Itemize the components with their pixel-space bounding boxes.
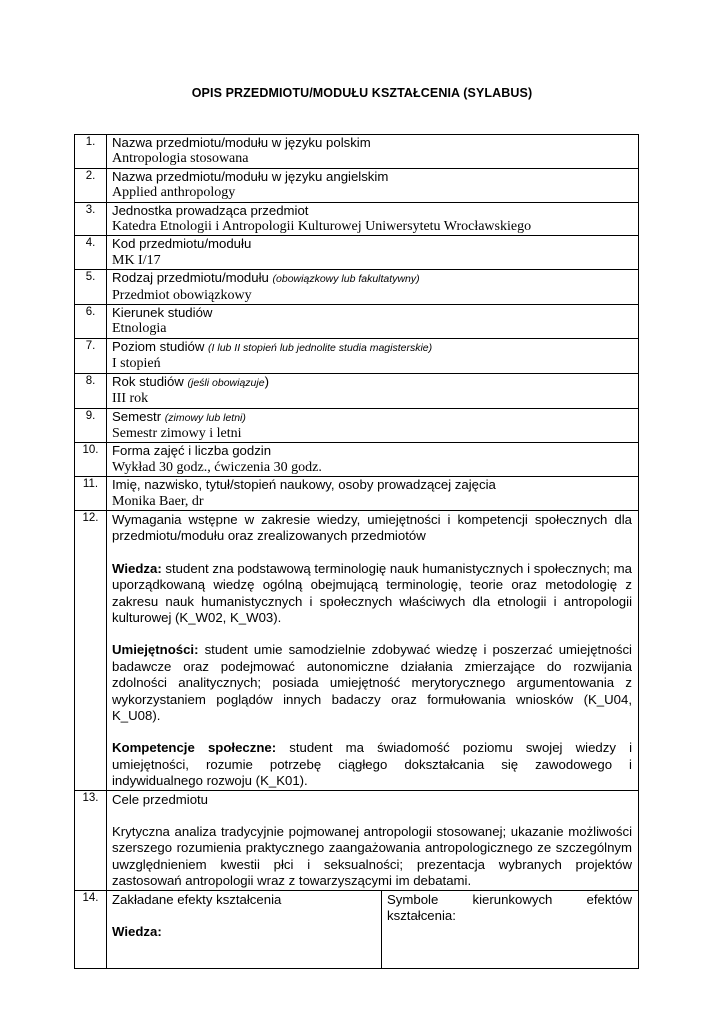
- table-row: [75, 135, 639, 169]
- row-number: 13.: [75, 790, 107, 890]
- outcomes-knowledge-label: Wiedza:: [112, 924, 162, 940]
- row-content: [107, 510, 639, 790]
- row-content: [107, 477, 639, 511]
- row-content: [107, 790, 639, 890]
- table-row: [75, 790, 639, 890]
- field-label: [112, 409, 632, 426]
- requirements-social: [112, 740, 632, 789]
- table-row: [75, 168, 639, 202]
- table-row: [75, 408, 639, 443]
- field-label-text: Rok studiów: [112, 373, 184, 389]
- outcome-symbols-label-cont: kształcenia:: [387, 908, 456, 924]
- field-label: [112, 477, 632, 493]
- row-number: 2.: [75, 168, 107, 202]
- field-value: Wykład 30 godz., ćwiczenia 30 godz.: [112, 459, 322, 475]
- field-note: (I lub II stopień lub jednolite studia magisterskie): [208, 341, 433, 354]
- row-content: [107, 338, 639, 373]
- field-note: (zimowy lub letni): [164, 411, 246, 424]
- table-row: [75, 510, 639, 790]
- field-value: Przedmiot obowiązkowy: [112, 287, 252, 303]
- social-text: student ma świadomość poziomu swojej wiedzy i umiejętności, rozumie potrzebę ciągłego dokształcania się zawodowego i indywidualnego rozwoju (K_K01).: [112, 740, 632, 789]
- knowledge-text: student zna podstawową terminologię nauk humanistycznych i społecznych; ma uporządkowaną wiedzę ogólną obejmującą terminologię, teorie oraz metodologię z zakresu nauk humanistycznych i społecznych właściwych dla etnologii i antropologii kulturowej (K_W02, K_W03).: [112, 560, 632, 625]
- field-label: [112, 374, 632, 391]
- row-content: [107, 270, 639, 305]
- row-number: 4.: [75, 236, 107, 270]
- field-label: [112, 135, 632, 151]
- row-number: 14.: [75, 890, 107, 968]
- field-label-text: Rodzaj przedmiotu/modułu: [112, 270, 269, 286]
- field-label: [112, 169, 632, 185]
- field-label: [112, 305, 632, 321]
- social-label: Kompetencje społeczne:: [112, 740, 277, 756]
- row-number: 5.: [75, 270, 107, 305]
- field-label-text: Jednostka prowadząca przedmiot: [112, 202, 309, 218]
- row-content: [107, 236, 639, 270]
- table-row: [75, 890, 639, 968]
- row-content: [107, 202, 639, 236]
- field-label: [112, 339, 632, 356]
- field-value: MK I/17: [112, 252, 161, 268]
- table-row: [75, 270, 639, 305]
- field-label: [112, 203, 632, 219]
- row-number: 11.: [75, 477, 107, 511]
- table-row: [75, 443, 639, 477]
- field-value: Katedra Etnologii i Antropologii Kulturowej Uniwersytetu Wrocławskiego: [112, 219, 532, 235]
- row-number: 6.: [75, 305, 107, 339]
- row-content: [107, 135, 639, 169]
- field-label: [112, 443, 632, 459]
- skills-text: student umie samodzielnie zdobywać wiedzę i poszerzać umiejętności badawcze oraz podejmować autonomiczne działania zmierzające do rozwijania zdolności analitycznych; posiada umiejętność merytorycznego argumentowania z wykorzystaniem poglądów innych badaczy oraz formułowania wniosków (K_U04, K_U08).: [112, 642, 632, 723]
- requirements-knowledge: [112, 561, 632, 627]
- row-number: 3.: [75, 202, 107, 236]
- row-number: 12.: [75, 510, 107, 790]
- row-content: [107, 373, 639, 408]
- field-label: [112, 236, 632, 252]
- field-label-text: Poziom studiów: [112, 338, 205, 354]
- goals-text: Krytyczna analiza tradycyjnie pojmowanej antropologii stosowanej; ukazanie możliwości szerszego rozumienia praktycznego zaangażowania antropologicznego ze szczególnym uwzględnieniem kwestii płci i seksualności; prezentacja wybranych projektów zastosowań antropologii wraz z towarzyszącymi im debatami.: [112, 824, 632, 889]
- field-value: Etnologia: [112, 321, 167, 337]
- field-value: Semestr zimowy i letni: [112, 425, 242, 441]
- field-note-close: ): [264, 373, 269, 389]
- field-label-text: Nazwa przedmiotu/modułu w języku polskim: [112, 135, 371, 150]
- requirements-skills: [112, 642, 632, 724]
- goals-label: Cele przedmiotu: [112, 791, 209, 807]
- field-note: (jeśli obowiązuje: [187, 376, 265, 389]
- table-row: [75, 338, 639, 373]
- table-row: [75, 236, 639, 270]
- row-content: [107, 305, 639, 339]
- field-label-text: Kierunek studiów: [112, 305, 213, 321]
- table-row: [75, 373, 639, 408]
- row-content: [107, 168, 639, 202]
- table-row: [75, 477, 639, 511]
- table-row: [75, 305, 639, 339]
- row-number: 8.: [75, 373, 107, 408]
- field-label-text: Semestr: [112, 408, 162, 424]
- row-number: 10.: [75, 443, 107, 477]
- field-label-text: Nazwa przedmiotu/modułu w języku angielskim: [112, 168, 389, 184]
- row-content: [107, 408, 639, 443]
- field-value: Applied anthropology: [112, 185, 236, 201]
- row-number: 9.: [75, 408, 107, 443]
- field-label-text: Kod przedmiotu/modułu: [112, 236, 252, 252]
- field-label-text: Imię, nazwisko, tytuł/stopień naukowy, osoby prowadzącej zajęcia: [112, 477, 496, 493]
- outcome-symbols-label: Symbole kierunkowych efektów: [387, 891, 632, 907]
- row-number: 1.: [75, 135, 107, 169]
- outcomes-label: Zakładane efekty kształcenia: [112, 891, 282, 907]
- field-value: Monika Baer, dr: [112, 493, 204, 509]
- knowledge-label: Wiedza:: [112, 560, 162, 576]
- field-value: III rok: [112, 391, 149, 407]
- field-value: I stopień: [112, 356, 161, 372]
- document-title: OPIS PRZEDMIOTU/MODUŁU KSZTAŁCENIA (SYLABUS): [191, 86, 533, 100]
- requirements-intro: Wymagania wstępne w zakresie wiedzy, umiejętności i kompetencji społecznych dla przedmiotu/modułu oraz zrealizowanych przedmiotów: [112, 511, 632, 544]
- skills-label: Umiejętności:: [112, 642, 199, 658]
- row-content: [107, 890, 639, 968]
- row-content: [107, 443, 639, 477]
- table-row: [75, 202, 639, 236]
- field-value: Antropologia stosowana: [112, 151, 249, 167]
- row-number: 7.: [75, 338, 107, 373]
- field-label: [112, 270, 632, 287]
- syllabus-table: [74, 134, 639, 969]
- field-note: (obowiązkowy lub fakultatywny): [272, 273, 420, 286]
- field-label-text: Forma zajęć i liczba godzin: [112, 443, 272, 459]
